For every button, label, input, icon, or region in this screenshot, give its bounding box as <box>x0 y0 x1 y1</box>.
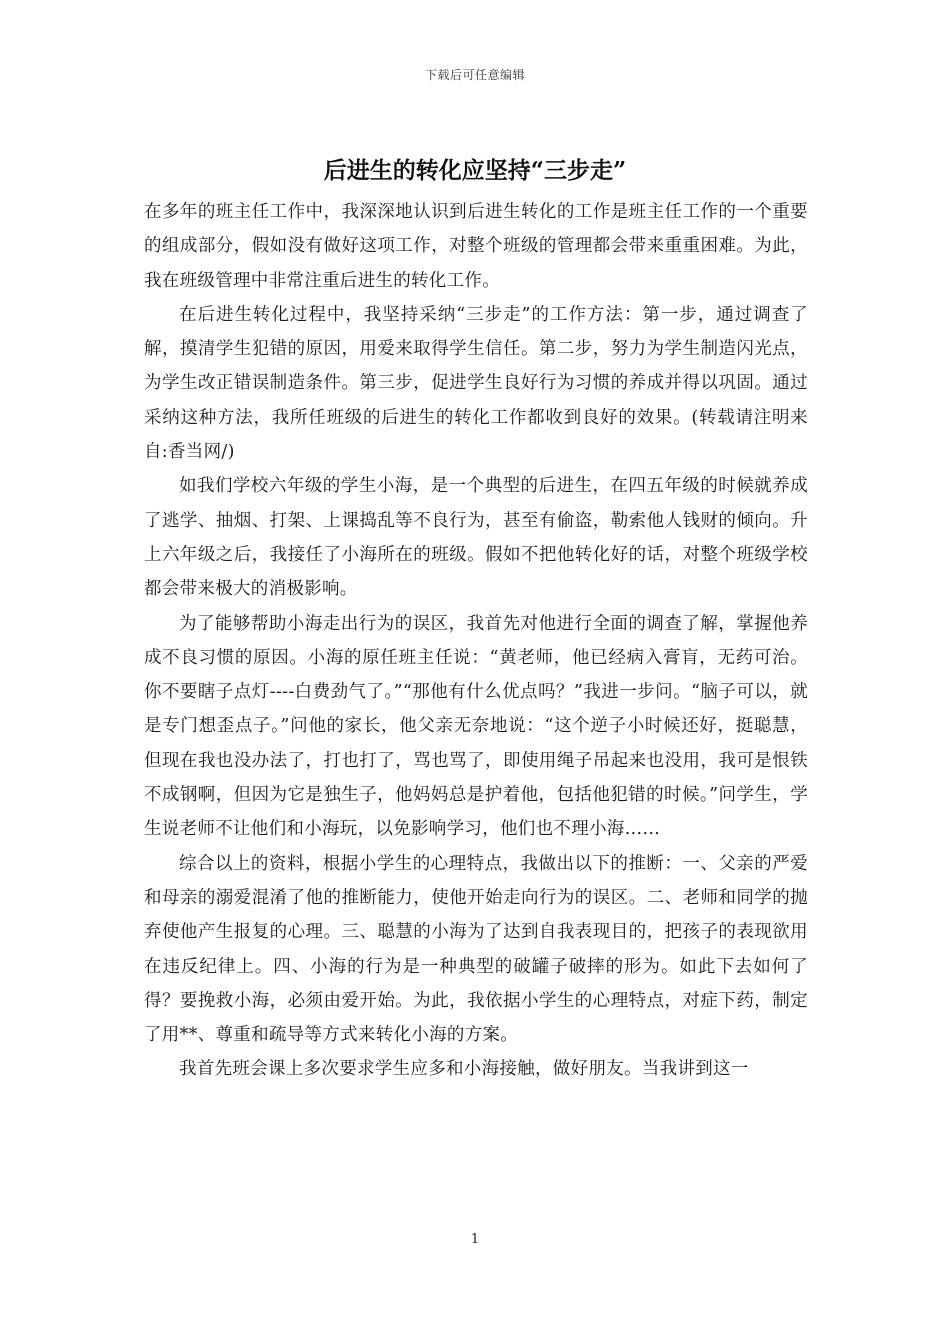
document-title: 后进生的转化应坚持“三步走” <box>323 157 627 184</box>
paragraph-example: 如我们学校六年级的学生小海，是一个典型的后进生，在四五年级的时候就养成了逃学、抽烟、打架、上课捣乱等不良行为，甚至有偷盗，勒索他人钱财的倾向。升上六年级之后，我接任了小海所在的班级。假如不把他转化好的话，对整个班级学校都会带来极大的消极影响。 <box>144 476 808 600</box>
page-header: 下载后可任意编辑 <box>424 68 525 82</box>
paragraph-method: 在后进生转化过程中，我坚持采纳“三步走”的工作方法：第一步，通过调查了解，摸清学生犯错的原因，用爱来取得学生信任。第二步，努力为学生制造闪光点，为学生改正错误制造条件。第三步，促进学生良好行为习惯的养成并得以巩固。通过采纳这种方法，我所任班级的后进生的转化工作都收到良好的效果。(转载请注明来自:香当网/) <box>144 304 808 463</box>
document-body <box>144 195 808 1087</box>
page-number: 1 <box>470 1232 480 1247</box>
paragraph-action: 我首先班会课上多次要求学生应多和小海接触，做好朋友。当我讲到这一 <box>179 1059 749 1080</box>
paragraph-investigation: 为了能够帮助小海走出行为的误区，我首先对他进行全面的调查了解，掌握他养成不良习惯的原因。小海的原任班主任说：“黄老师，他已经病入膏肓，无药可治。你不要瞎子点灯----白费劲气了。”“那他有什么优点吗？”我进一步问。“脑子可以，就是专门想歪点子。”问他的家长，他父亲无奈地说：“这个逆子小时候还好，挺聪慧，但现在我也没办法了，打也打了，骂也骂了，即使用绳子吊起来也没用，我可是恨铁不成钢啊，但因为它是独生子，他妈妈总是护着他，包括他犯错的时候。”问学生，学生说老师不让他们和小海玩，以免影响学习，他们也不理小海…… <box>144 613 808 840</box>
paragraph-analysis: 综合以上的资料，根据小学生的心理特点，我做出以下的推断：一、父亲的严爱和母亲的溺爱混淆了他的推断能力，使他开始走向行为的误区。二、老师和同学的抛弃使他产生报复的心理。三、聪慧的小海为了达到自我表现目的，把孩子的表现欲用在违反纪律上。四、小海的行为是一种典型的破罐子破摔的形为。如此下去如何了得？要挽救小海，必须由爱开始。为此，我依据小学生的心理特点，对症下药，制定了用**、尊重和疏导等方式来转化小海的方案。 <box>144 853 808 1046</box>
paragraph-intro: 在多年的班主任工作中，我深深地认识到后进生转化的工作是班主任工作的一个重要的组成部分，假如没有做好这项工作，对整个班级的管理都会带来重重困难。为此，我在班级管理中非常注重后进生的转化工作。 <box>144 202 808 291</box>
